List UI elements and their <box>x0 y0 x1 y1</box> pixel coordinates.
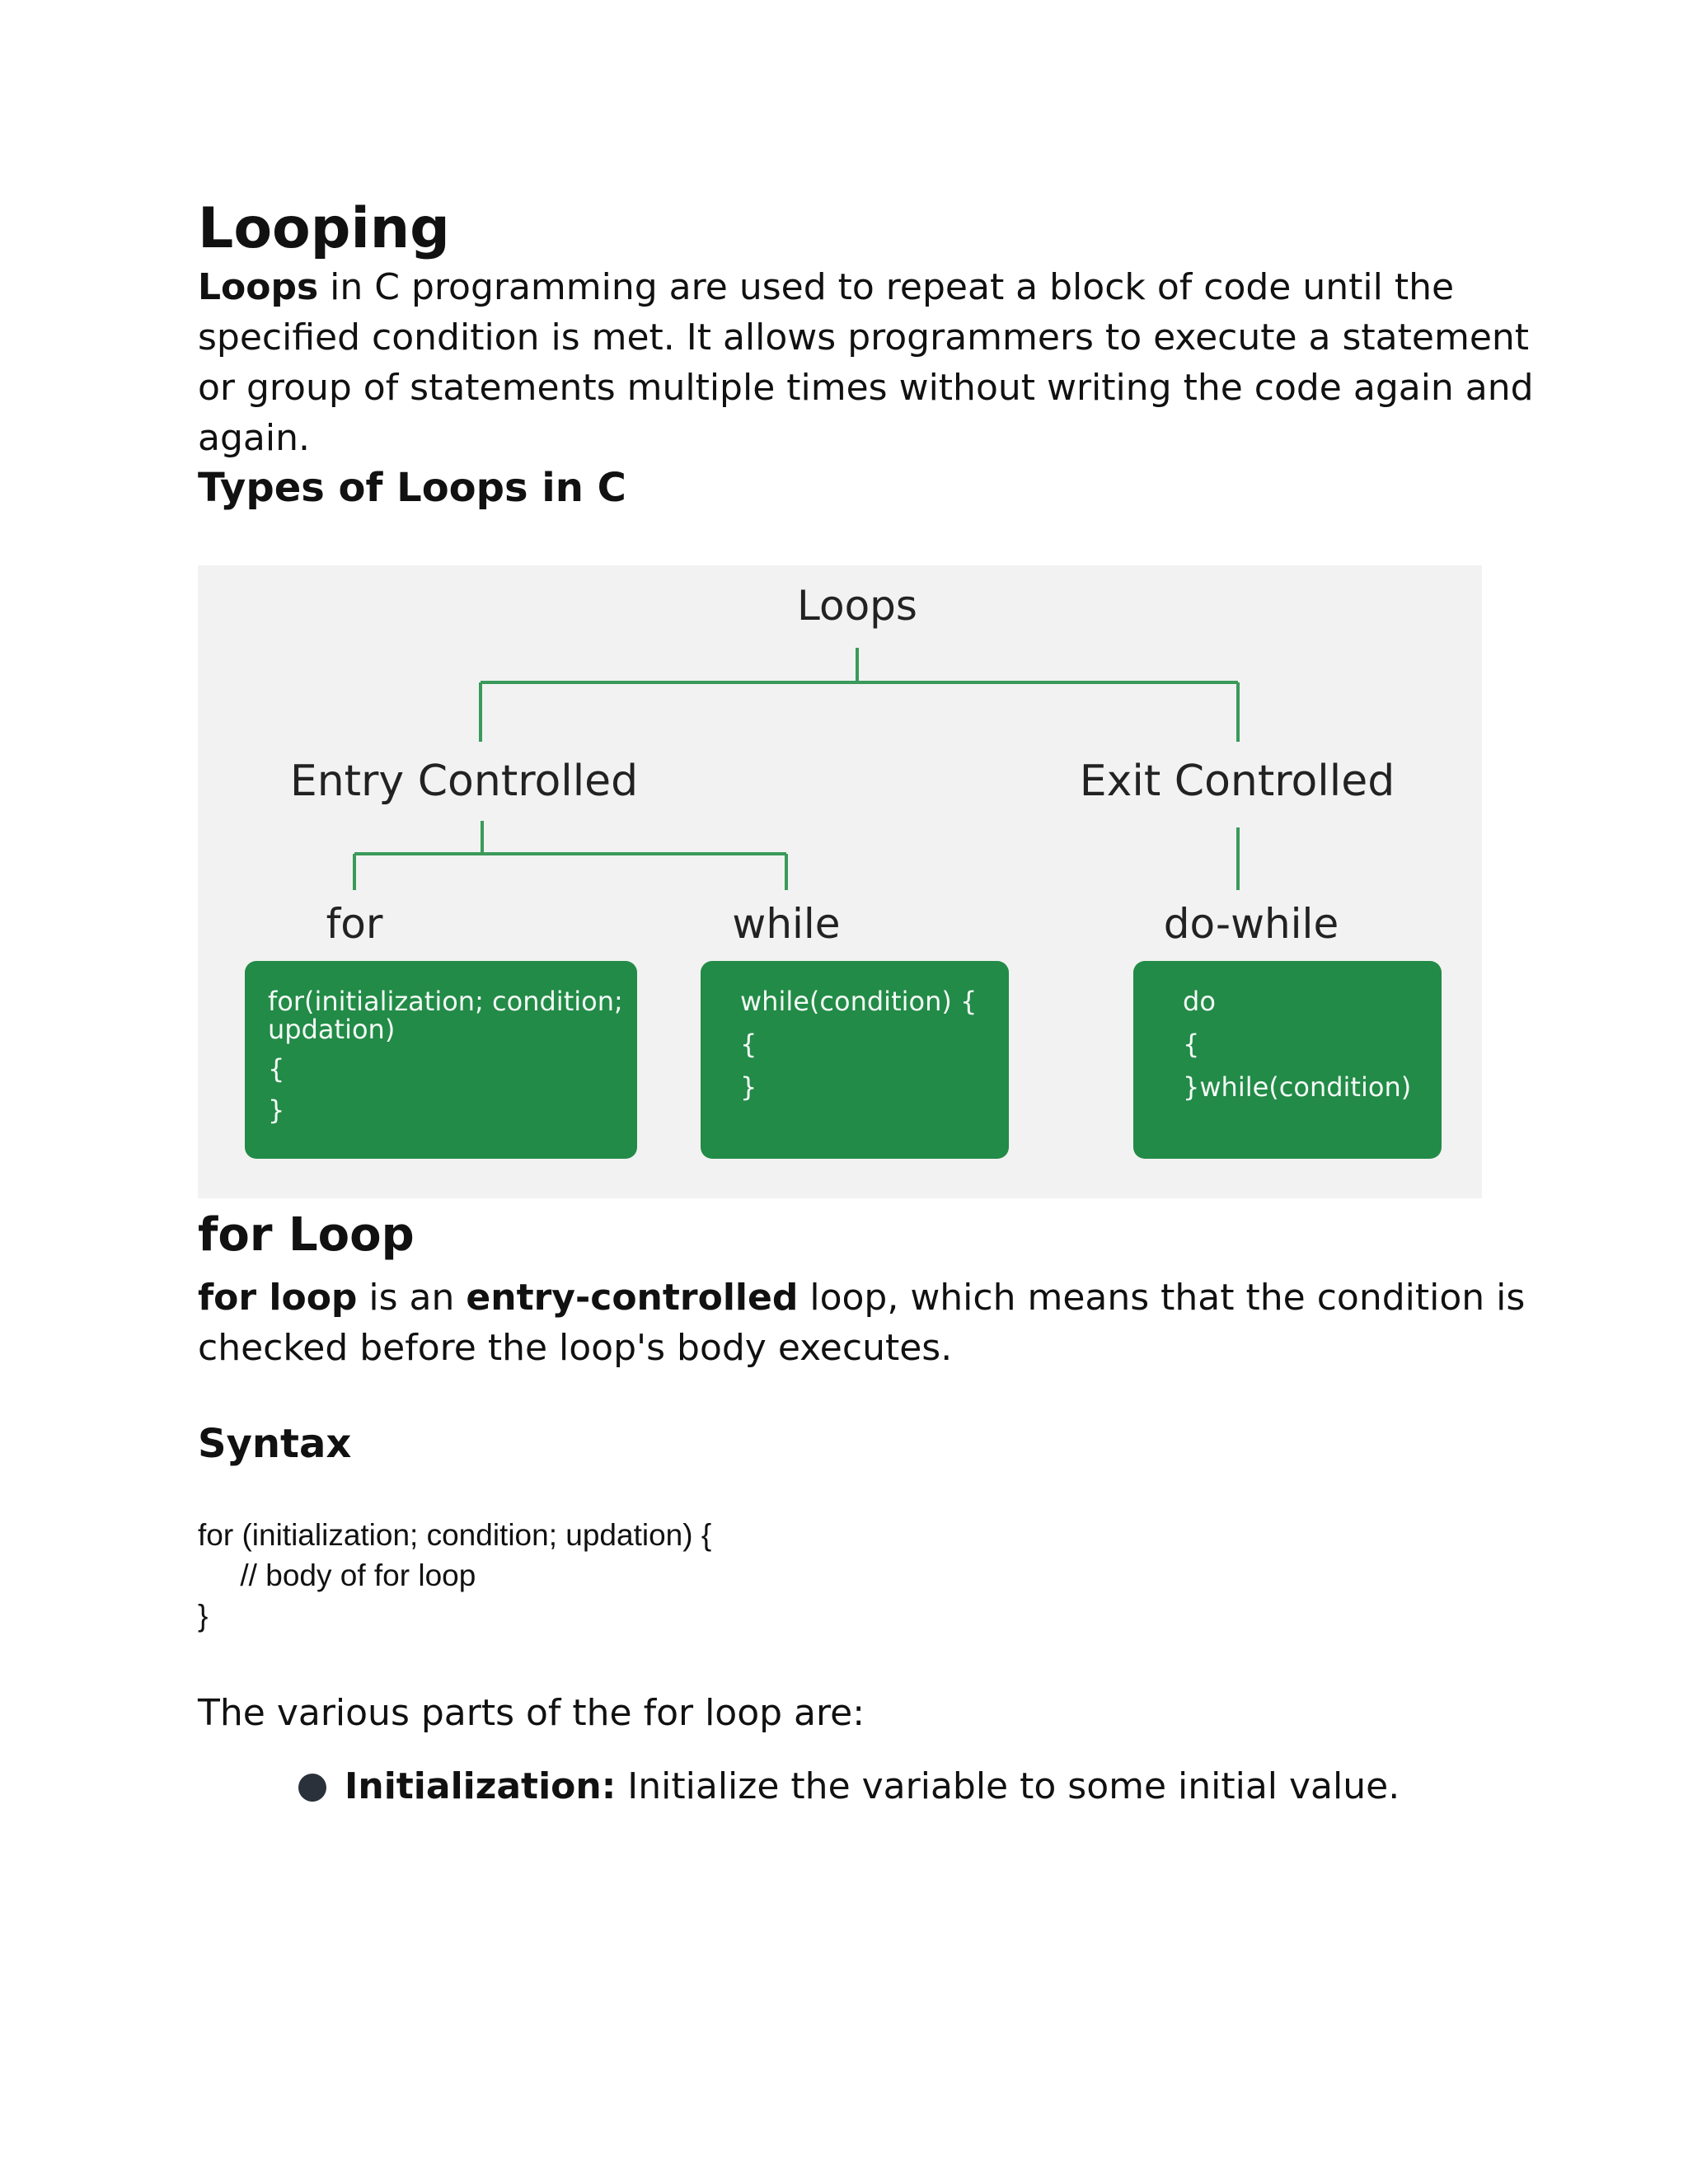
for-loop-text-rest: loop, which means that the condition is checked before the loop's body executes. <box>198 1277 1526 1369</box>
dowhile-code-line: do <box>1183 986 1216 1017</box>
while-code-line: while(condition) { <box>740 986 978 1017</box>
diagram-root-label: Loops <box>797 582 917 630</box>
dowhile-code-line: }while(condition) <box>1183 1071 1412 1103</box>
while-code-line: } <box>740 1071 757 1103</box>
for-loop-bold: for loop <box>198 1277 358 1319</box>
exit-controlled-label: Exit Controlled <box>1079 757 1395 806</box>
syntax-code-line: for (initialization; condition; updation) { <box>198 1518 712 1552</box>
entry-controlled-bold: entry-controlled <box>466 1277 799 1319</box>
for-loop-description <box>198 1272 1550 1373</box>
dowhile-label: do-while <box>1163 900 1339 948</box>
while-label: while <box>732 900 841 948</box>
parts-intro: The various parts of the for loop are: <box>198 1692 865 1734</box>
list-item <box>345 1762 1400 1811</box>
for-code-line: updation) <box>268 1014 396 1045</box>
dowhile-code-box <box>1133 961 1442 1159</box>
for-code-line: { <box>268 1053 285 1085</box>
intro-bold: Loops <box>198 266 319 308</box>
for-loop-heading: for Loop <box>198 1208 415 1262</box>
for-code-box <box>245 961 637 1159</box>
page-title: Looping <box>198 196 450 261</box>
for-label: for <box>326 900 383 948</box>
intro-paragraph <box>198 262 1550 463</box>
for-code-line: } <box>268 1094 285 1126</box>
bullet-bold: Initialization: <box>345 1765 617 1807</box>
for-loop-text: is an <box>357 1277 467 1319</box>
syntax-code-line: } <box>198 1599 209 1633</box>
types-heading: Types of Loops in C <box>198 465 626 511</box>
while-code-box <box>701 961 1009 1159</box>
syntax-code-block <box>198 1515 711 1636</box>
bullet-text: Initialize the variable to some initial value. <box>616 1765 1400 1807</box>
bullet-dot-icon <box>298 1774 326 1802</box>
for-code-line: for(initialization; condition; <box>268 986 623 1017</box>
intro-text: in C programming are used to repeat a block of code until the specified condition is met. It allows programmers to execute a statement or group of statements multiple times without writing the code again and again. <box>198 266 1534 459</box>
syntax-code-line: // body of for loop <box>198 1558 476 1592</box>
syntax-heading: Syntax <box>198 1421 352 1467</box>
loops-diagram <box>198 565 1482 1198</box>
dowhile-code-line: { <box>1183 1029 1200 1060</box>
while-code-line: { <box>740 1029 757 1060</box>
entry-controlled-label: Entry Controlled <box>289 757 639 806</box>
